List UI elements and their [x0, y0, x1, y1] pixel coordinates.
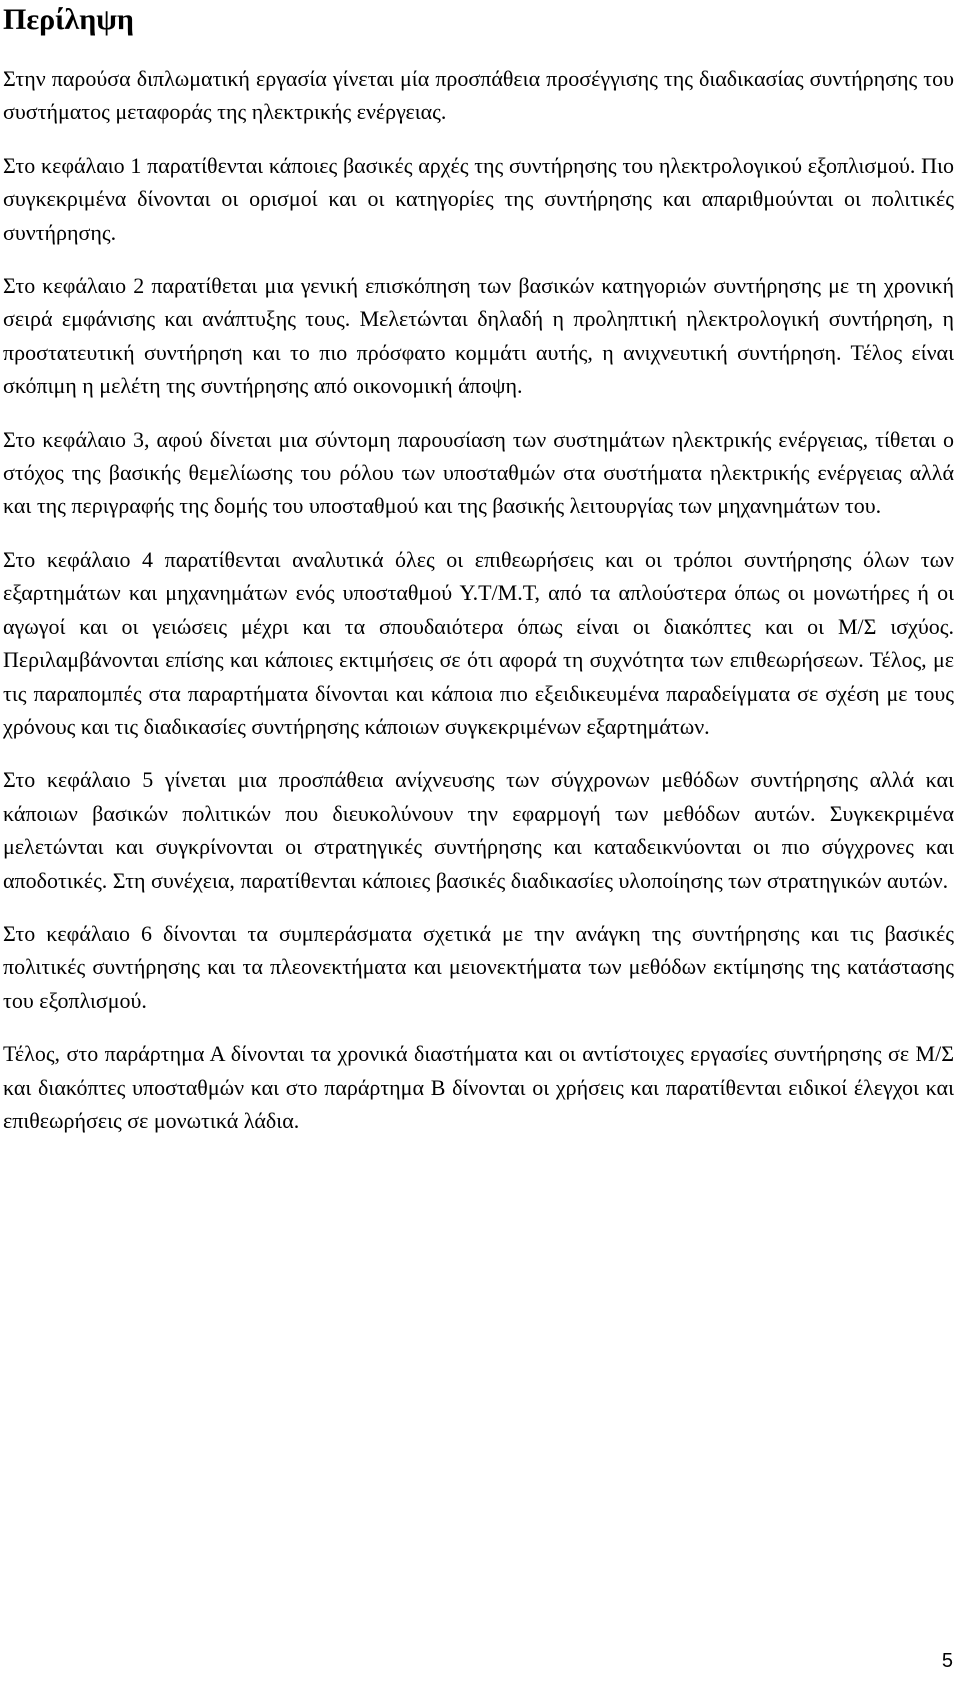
paragraph-appendices: Τέλος, στο παράρτημα Α δίνονται τα χρονικά διαστήματα και οι αντίστοιχες εργασίες συντήρησης σε Μ/Σ και διακόπτες υποσταθμών και στο παράρτημα Β δίνονται οι χρήσεις και παρατίθενται ειδικοί έλεγχοι και επιθεωρήσεις σε μονωτικά λάδια. — [3, 1041, 954, 1133]
paragraph-chapter-6: Στο κεφάλαιο 6 δίνονται τα συμπεράσματα σχετικά με την ανάγκη της συντήρησης και τις βασικές πολιτικές συντήρησης και τα πλεονεκτήματα και μειονεκτήματα των μεθόδων εκτίμησης της κατάστασης του εξοπλισμού. — [3, 920, 954, 1013]
page-number: 5 — [941, 1650, 953, 1672]
paragraph-chapter-4: Στο κεφάλαιο 4 παρατίθενται αναλυτικά όλες οι επιθεωρήσεις και οι τρόποι συντήρησης όλων των εξαρτημάτων και μηχανημάτων ενός υποσταθμού Υ.Τ/Μ.Τ, από τα απλούστερα όπως οι μονωτήρες ή οι αγωγοί και οι γειώσεις μέχρι και τα σπουδαιότερα όπως είναι οι διακόπτες και οι Μ/Σ ισχύος. Περιλαμβάνονται επίσης και κάποιες εκτιμήσεις σε ότι αφορά τη συχνότητα των επιθεωρήσεων. Τέλος, με τις παραπομπές στα παραρτήματα δίνονται και κάποια πιο εξειδικευμένα παραδείγματα σε σχέση με τους χρόνους και τις διαδικασίες συντήρησης κάποιων συγκεκριμένων εξαρτημάτων. — [3, 546, 954, 739]
paragraph-chapter-2: Στο κεφάλαιο 2 παρατίθεται μια γενική επισκόπηση των βασικών κατηγοριών συντήρησης με τη χρονική σειρά εμφάνισης και ανάπτυξης τους. Μελετώνται δηλαδή η προληπτική ηλεκτρολογική συντήρηση, η προστατευτική συντήρηση και το πιο πρόσφατο κομμάτι αυτής, η ανιχνευτική συντήρηση. Τέλος είναι σκόπιμη η μελέτη της συντήρησης από οικονομική άποψη. — [3, 273, 954, 399]
paragraph-chapter-1: Στο κεφάλαιο 1 παρατίθενται κάποιες βασικές αρχές της συντήρησης του ηλεκτρολογικού εξοπλισμού. Πιο συγκεκριμένα δίνονται οι ορισμοί και οι κατηγορίες της συντήρησης και απαριθμούνται οι πολιτικές συντήρησης. — [3, 152, 954, 245]
page-title: Περίληψη — [3, 3, 134, 36]
paragraph-chapter-3: Στο κεφάλαιο 3, αφού δίνεται μια σύντομη παρουσίαση των συστημάτων ηλεκτρικής ενέργειας, τίθεται ο στόχος της βασικής θεμελίωσης του ρόλου των υποσταθμών στα συστήματα ηλεκτρικής ενέργειας αλλά και της περιγραφής της δομής του υποσταθμού και της βασικής λειτουργίας των μηχανημάτων του. — [3, 426, 954, 519]
paragraph-chapter-5: Στο κεφάλαιο 5 γίνεται μια προσπάθεια ανίχνευσης των σύγχρονων μεθόδων συντήρησης αλλά και κάποιων βασικών πολιτικών που διευκολύνουν την εφαρμογή των μεθόδων αυτών. Συγκεκριμένα μελετώνται και συγκρίνονται οι στρατηγικές συντήρησης και καταδεικνύονται οι πιο σύγχρονες και αποδοτικές. Στη συνέχεια, παρατίθενται κάποιες βασικές διαδικασίες υλοποίησης των στρατηγικών αυτών. — [3, 767, 954, 893]
paragraph-intro: Στην παρούσα διπλωματική εργασία γίνεται μία προσπάθεια προσέγγισης της διαδικασίας συντήρησης του συστήματος μεταφοράς της ηλεκτρικής ενέργειας. — [3, 66, 954, 125]
